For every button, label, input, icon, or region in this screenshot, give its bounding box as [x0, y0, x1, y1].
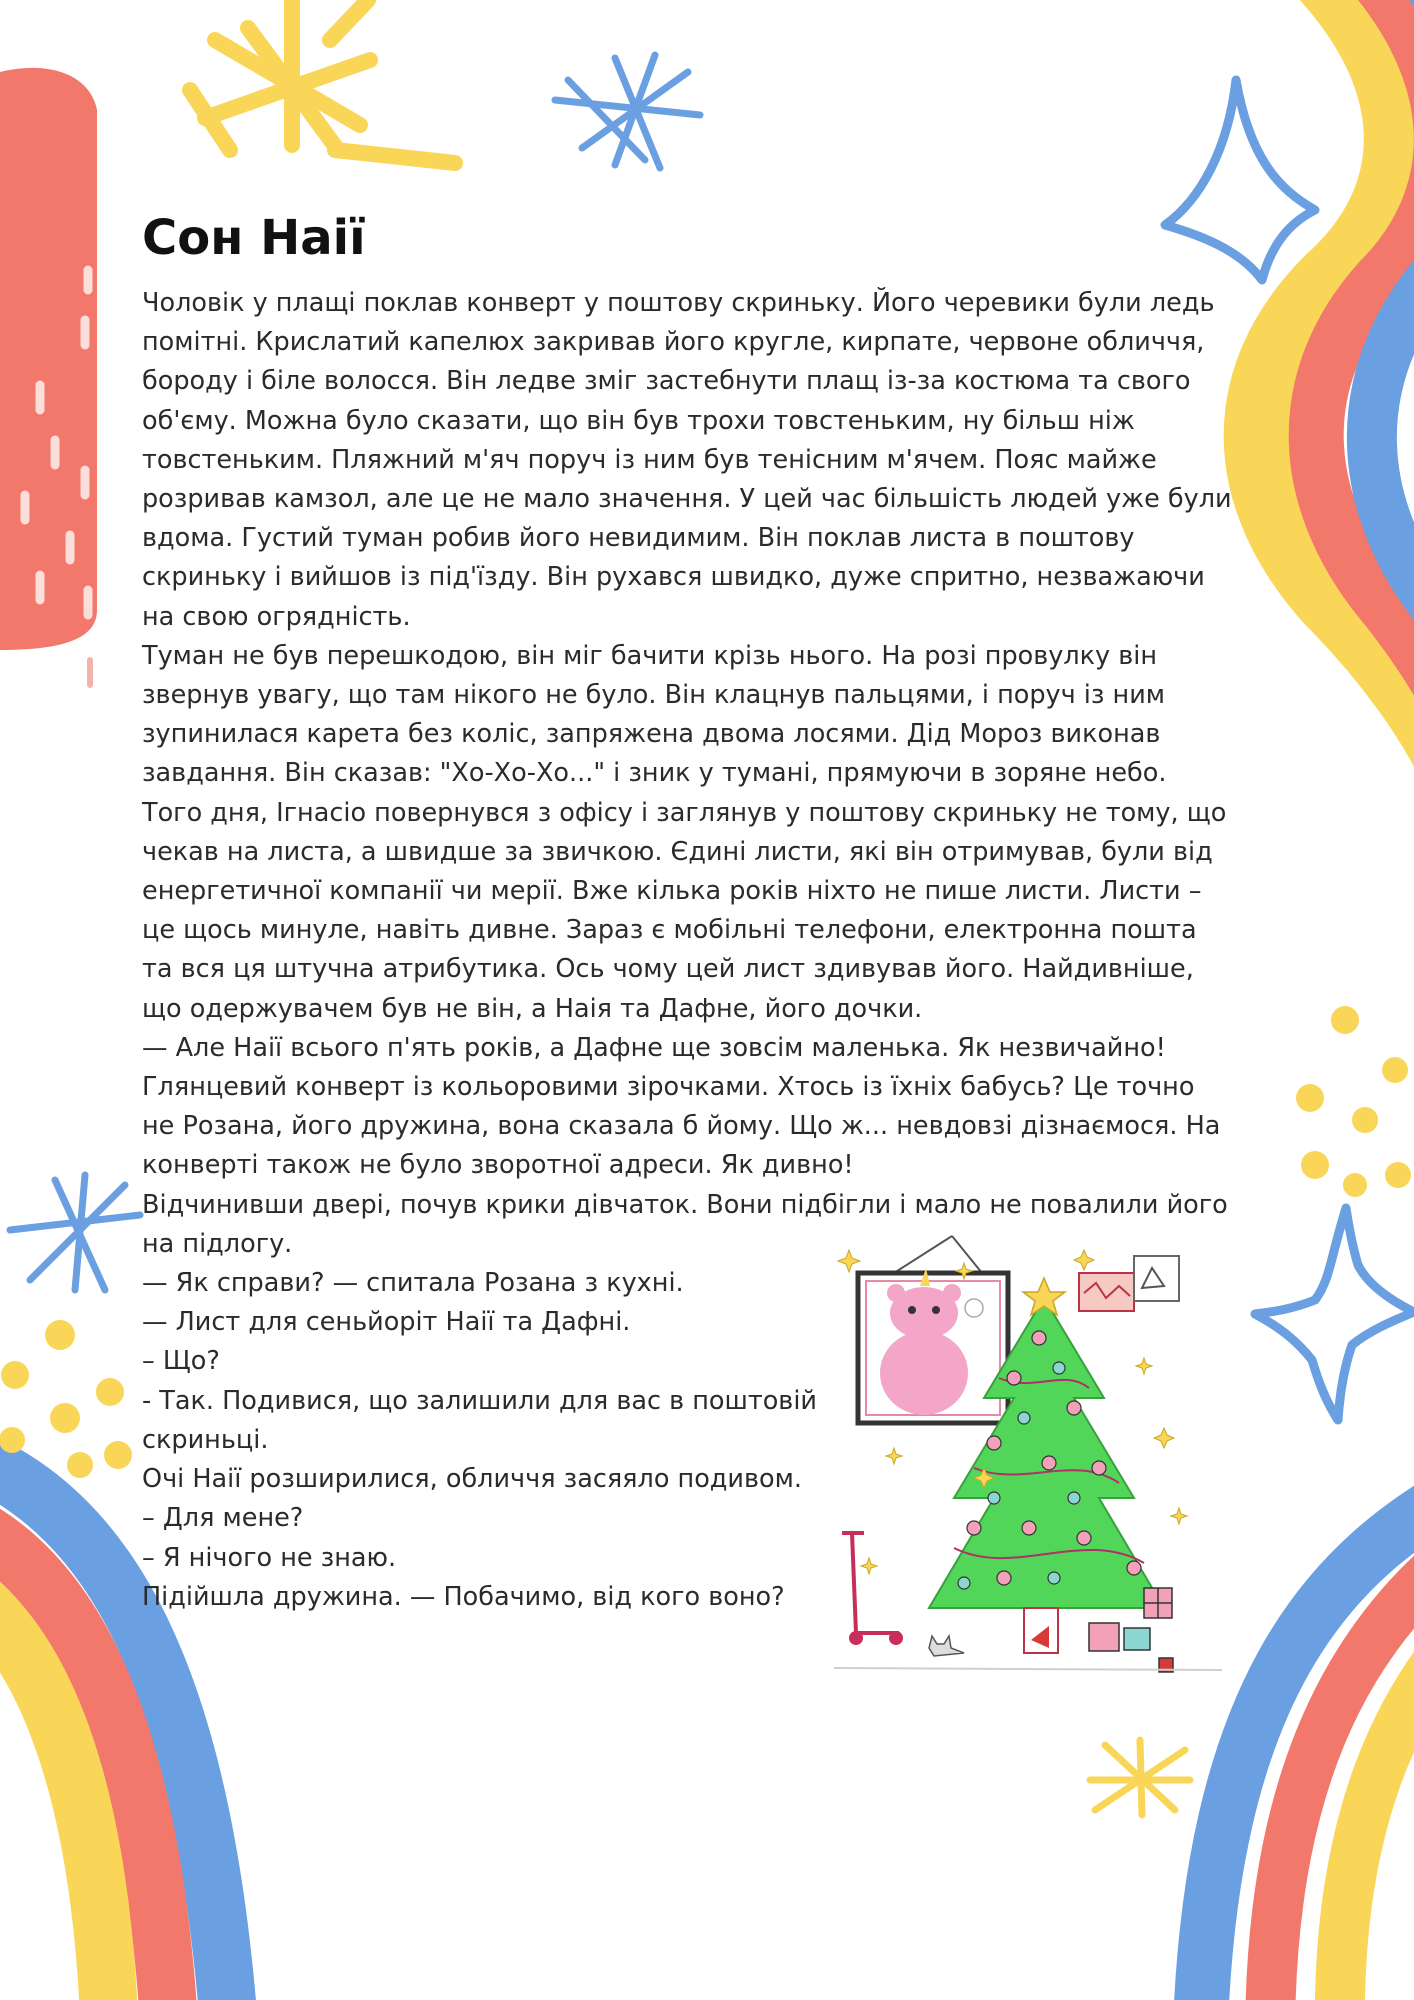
dialogue-line: — Лист для сеньйоріт Наії та Дафні. [142, 1307, 631, 1338]
rainbow-top-right [1259, 0, 1414, 760]
yellow-dots [1296, 1006, 1411, 1197]
dialogue-line: — Як справи? — спитала Розана з кухні. [142, 1268, 684, 1299]
yellow-star-burst-icon [190, 0, 455, 163]
yellow-star-burst-icon [1090, 1740, 1190, 1815]
story-paragraph: Того дня, Ігнасіо повернувся з офісу і заглянув у поштову скриньку не тому, що чекав на листа, а швидше за звичкою. Єдині листи, які він отримував, були від енергетичної компанії чи мерії. Вже кілька років ніхто не пише листи. Листи – це щось минуле, навіть дивне. Зараз є мобільні телефони, електронна пошта та вся ця штучна атрибутика. Ось чому цей лист здивував його. Найдивніше, що одержувачем був не він, а Наія та Дафне, його дочки. [142, 797, 1227, 1024]
rainbow-bottom-right [1200, 1480, 1414, 2000]
dialogue-line: – Я нічого не знаю. [142, 1542, 397, 1573]
story-paragraph: Відчинивши двері, почув крики дівчаток. Вони підбігли і мало не повалили його на підлогу. [142, 1189, 1228, 1259]
red-block-shape [0, 68, 97, 650]
story-paragraph: Туман не був перешкодою, він міг бачити крізь нього. На розі провулку він звернув увагу, що там нікого не було. Він клацнув пальцями, і поруч із ним зупинилася карета без коліс, запряжена двома лосями. Дід Мороз виконав завдання. Він сказав: "Хо-Хо-Хо..." і зник у тумані, прямуючи в зоряне небо. [142, 640, 1167, 789]
dialogue-line: – Що? [142, 1346, 220, 1377]
blue-star-burst-icon [555, 55, 700, 168]
cat-icon [929, 1636, 964, 1656]
dialogue-line: - Так. Подивися, що залишили для вас в поштовій скриньці. [142, 1385, 817, 1455]
blue-sparkle-icon [1255, 1208, 1414, 1420]
dialogue-line: Очі Наії розширилися, обличчя засяяло подивом. [142, 1464, 802, 1495]
blue-star-burst-icon [10, 1175, 140, 1290]
dialogue-line: Підійшла дружина. — Побачимо, від кого воно? [142, 1581, 785, 1612]
story-paragraph: Чоловік у плащі поклав конверт у поштову скриньку. Його черевики були ледь помітні. Крислатий капелюх закривав його кругле, кирпате, червоне обличчя, бороду і біле волосся. Він ледве зміг застебнути плащ із-за костюма та свого об'єму. Можна було сказати, що він був трохи товстеньким, ну більш ніж товстеньким. Пляжний м'яч поруч із ним був тенісним м'ячем. Пояс майже розривав камзол, але це не мало значення. У цей час більшість людей уже були вдома. Густий туман робив його невидимим. Він поклав листа в поштову скриньку і вийшов із під'їзду. Він рухався швидко, дуже спритно, незважаючи на свою огрядність. [142, 288, 1232, 632]
page-title: Сон Наії [142, 210, 366, 266]
dialogue-line: – Для мене? [142, 1503, 304, 1534]
story-paragraph: — Але Наії всього п'ять років, а Дафне ще зовсім маленька. Як незвичайно! Глянцевий конверт із кольоровими зірочками. Хтось із їхніх бабусь? Це точно не Розана, його дружина, вона сказала б йому. Що ж... невдовзі дізнаємося. На конверті також не було зворотної адреси. Як дивно! [142, 1032, 1221, 1181]
blue-sparkle-icon [1165, 80, 1315, 280]
story-text [142, 284, 1232, 1617]
